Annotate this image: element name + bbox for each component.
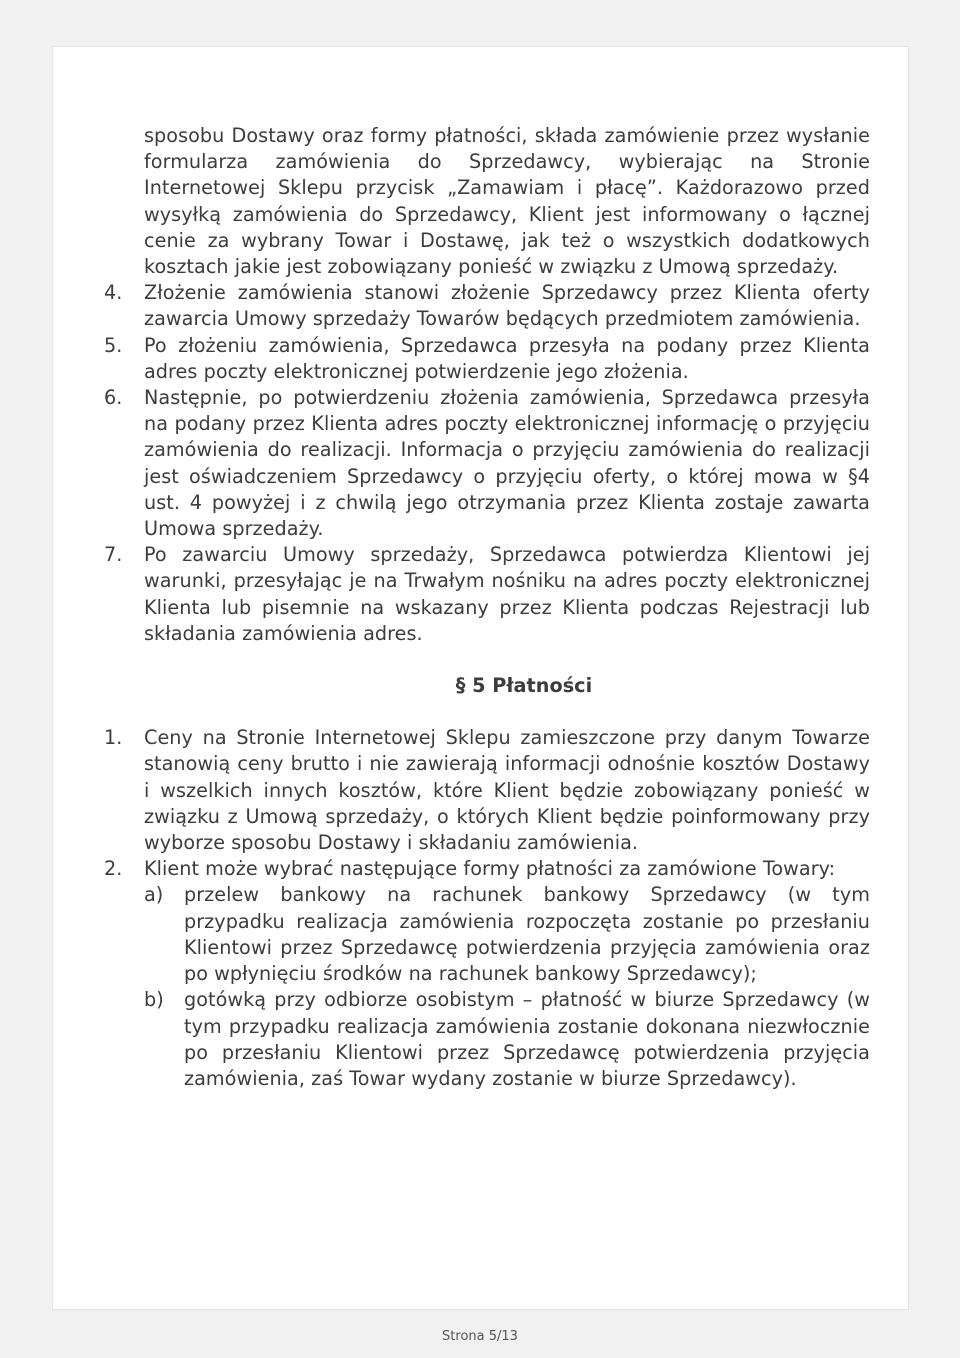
option-text: gotówką przy odbiorze osobistym – płatność w biurze Sprzedawcy (w tym przypadku realizacja zamówienia zostanie dokonana niezwłocznie po przesłaniu Klientowi przez Sprzedawcę potwierdzenia przyjęcia zamówienia, zaś Towar wydany zostanie w biurze Sprzedawcy). xyxy=(184,988,870,1090)
item-text: Po złożeniu zamówienia, Sprzedawca przesyła na podany przez Klienta adres poczty elektronicznej potwierdzenie jego złożenia. xyxy=(144,333,870,383)
list-item xyxy=(104,333,870,385)
item-number: 1. xyxy=(104,726,123,750)
section-heading: § 5 Płatności xyxy=(455,674,593,698)
item-number: 5. xyxy=(104,333,123,357)
item-number: 7. xyxy=(104,543,123,567)
list-item xyxy=(104,725,870,856)
item-number: 6. xyxy=(104,386,123,410)
payment-option xyxy=(144,987,870,1092)
item-text: Następnie, po potwierdzeniu złożenia zamówienia, Sprzedawca przesyła na podany przez Klienta adres poczty elektronicznej informację o przyjęciu zamówienia do realizacji. Informacja o przyjęciu zamówienia do realizacji jest oświadczeniem Sprzedawcy o przyjęciu oferty, o której mowa w §4 ust. 4 powyżej i z chwilą jego otrzymania przez Klienta zostaje zawarta Umowa sprzedaży. xyxy=(144,386,870,541)
option-text: przelew bankowy na rachunek bankowy Sprzedawcy (w tym przypadku realizacja zamówienia rozpoczęta zostanie po przesłaniu Klientowi przez Sprzedawcę potwierdzenia przyjęcia zamówienia oraz po wpłynięciu środków na rachunek bankowy Sprzedawcy); xyxy=(184,883,870,986)
option-letter: a) xyxy=(144,883,164,907)
item-text: Po zawarciu Umowy sprzedaży, Sprzedawca potwierdza Klientowi jej warunki, przesyłając je na Trwałym nośniku na adres poczty elektronicznej Klienta lub pisemnie na wskazany przez Klienta podczas Rejestracji lub składania zamówienia adres. xyxy=(144,543,870,645)
intro-paragraph: sposobu Dostawy oraz formy płatności, składa zamówienie przez wysłanie formularza zamówienia do Sprzedawcy, wybierając na Stronie Internetowej Sklepu przycisk „Zamawiam i płacę”. Każdorazowo przed wysyłką zamówienia do Sprzedawcy, Klient jest informowany o łącznej cenie za wybrany Towar i Dostawę, jak też o wszystkich dodatkowych kosztach jakie jest zobowiązany ponieść w związku z Umową sprzedaży. xyxy=(144,124,870,279)
option-letter: b) xyxy=(144,988,164,1012)
list-item xyxy=(104,542,870,647)
page-content xyxy=(104,123,870,1092)
item-text: Klient może wybrać następujące formy płatności za zamówione Towary: xyxy=(144,857,836,881)
list-item xyxy=(104,856,870,882)
page-number: Strona 5/13 xyxy=(442,1329,518,1344)
item-number: 4. xyxy=(104,281,123,305)
item-number: 2. xyxy=(104,857,123,881)
item-text: Ceny na Stronie Internetowej Sklepu zamieszczone przy danym Towarze stanowią ceny brutto i nie zawierają informacji odnośnie kosztów Dostawy i wszelkich innych kosztów, które Klient będzie zobowiązany ponieść w związku z Umową sprzedaży, o których Klient będzie poinformowany przy wyborze sposobu Dostawy i składaniu zamówienia. xyxy=(144,726,870,855)
item-text: Złożenie zamówienia stanowi złożenie Sprzedawcy przez Klienta oferty zawarcia Umowy sprzedaży Towarów będących przedmiotem zamówienia. xyxy=(144,281,870,331)
list-item xyxy=(104,280,870,332)
document-page xyxy=(52,46,909,1310)
payment-option xyxy=(144,882,870,987)
list-item xyxy=(104,385,870,542)
